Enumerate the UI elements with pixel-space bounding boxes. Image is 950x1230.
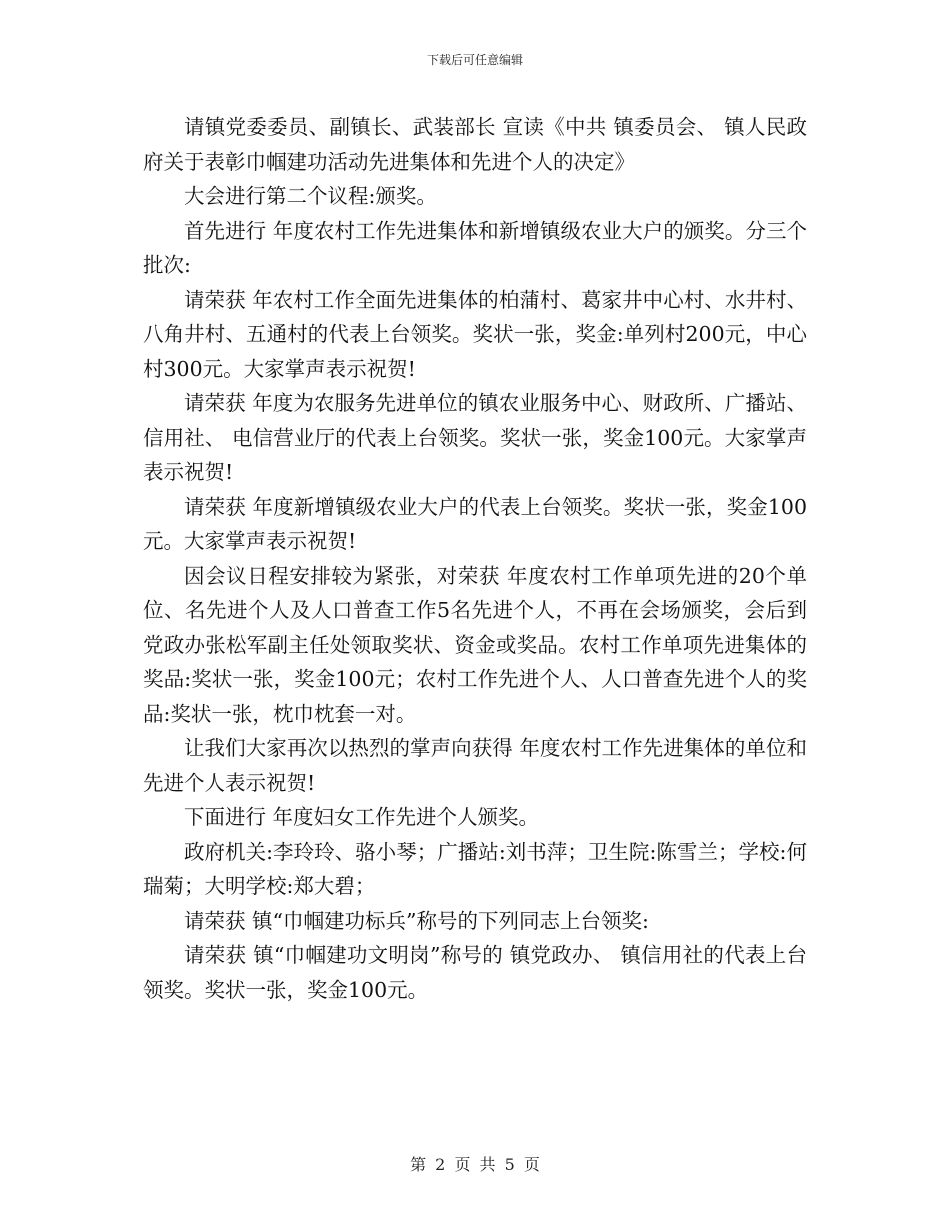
paragraph-civilized-post: 请荣获 镇“巾帼建功文明岗”称号的 镇党政办、 镇信用社的代表上台领奖。奖状一张，奖金100元。 (143, 943, 807, 1002)
paragraph-service-units: 请荣获 年度为农服务先进单位的镇农业服务中心、财政所、广播站、 信用社、 电信营业厅的代表上台领奖。奖状一张，奖金100元。大家掌声表示祝贺! (143, 391, 807, 484)
paragraph-schedule-note: 因会议日程安排较为紧张，对荣获 年度农村工作单项先进的20个单位、名先进个人及人口普查工作5名先进个人，不再在会场颁奖，会后到党政办张松军副主任处领取奖状、资金或奖品。农村工作单项先进集体的奖品:奖状一张，奖金100元；农村工作先进个人、人口普查先进个人的奖品:奖状一张，枕巾枕套一对。 (143, 563, 807, 726)
page-number-footer: 第 2 页 共 5 页 (410, 1155, 540, 1174)
paragraph-agenda-two: 大会进行第二个议程:颁奖。 (184, 184, 437, 208)
paragraph-first-batches: 首先进行 年度农村工作先进集体和新增镇级农业大户的颁奖。分三个批次: (143, 218, 807, 277)
document-body (143, 110, 807, 1007)
paragraph-winners-list: 政府机关:李玲玲、骆小琴；广播站:刘书萍；卫生院:陈雪兰；学校:何瑞菊；大明学校:郑大碧； (143, 839, 807, 898)
paragraph-announcement: 请镇党委委员、副镇长、武装部长 宣读《中共 镇委员会、 镇人民政府关于表彰巾帼建功活动先进集体和先进个人的决定》 (143, 115, 807, 174)
paragraph-congratulations: 让我们大家再次以热烈的掌声向获得 年度农村工作先进集体的单位和先进个人表示祝贺! (143, 736, 807, 795)
page-header: 下载后可任意编辑 (426, 53, 523, 67)
paragraph-advanced-collective: 请荣获 年农村工作全面先进集体的柏蒲村、葛家井中心村、水井村、八角井村、五通村的代表上台领奖。奖状一张，奖金:单列村200元，中心村300元。大家掌声表示祝贺! (143, 287, 807, 381)
paragraph-new-farmers: 请荣获 年度新增镇级农业大户的代表上台领奖。奖状一张，奖金100元。大家掌声表示祝贺! (143, 494, 807, 553)
paragraph-women-awards: 下面进行 年度妇女工作先进个人颁奖。 (184, 805, 540, 829)
paragraph-model-award: 请荣获 镇“巾帼建功标兵”称号的下列同志上台领奖: (184, 908, 649, 933)
